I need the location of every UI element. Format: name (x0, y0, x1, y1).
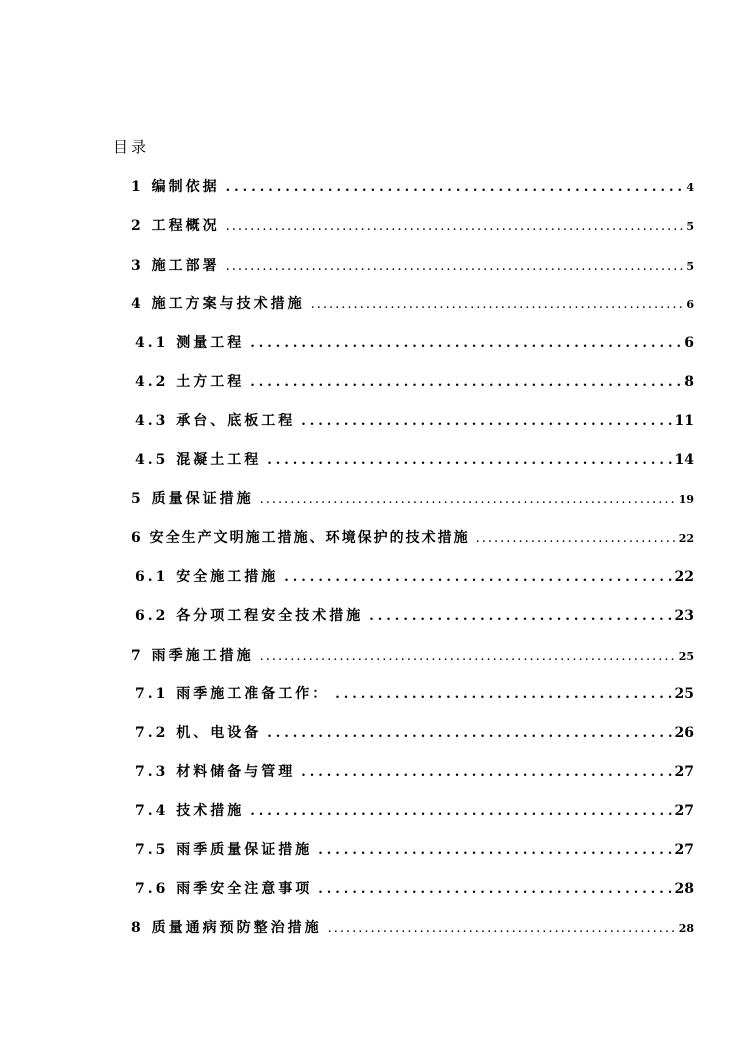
toc-entry-label: 7.6 雨季安全注意事项 (135, 881, 313, 897)
toc-entry-label: 7.1 雨季施工准备工作： (135, 686, 330, 702)
toc-entry[interactable] (135, 683, 694, 705)
toc-entry-label: 4.1 测量工程 (135, 335, 245, 351)
toc-entry-page: 22 (678, 532, 694, 545)
toc-entry-label: 7.3 材料储备与管理 (135, 764, 296, 780)
toc-leader (301, 765, 672, 780)
toc-entry-page: 28 (674, 881, 694, 897)
toc-entry-label: 4.3 承台、底板工程 (135, 413, 296, 429)
toc-entry-page: 4 (686, 181, 694, 194)
toc-entry-page: 11 (674, 413, 694, 429)
toc-entry-label: 7 雨季施工措施 (131, 648, 254, 664)
toc-entry-page: 22 (674, 569, 694, 585)
toc-entry[interactable] (135, 332, 694, 354)
toc-entry-label: 4.2 土方工程 (135, 374, 245, 390)
toc-leader (318, 843, 672, 858)
toc-leader (226, 219, 685, 234)
toc-entry-label: 7.5 雨季质量保证措施 (135, 842, 313, 858)
toc-entry-label: 4 施工方案与技术措施 (131, 296, 305, 312)
toc-entry[interactable] (135, 878, 694, 900)
toc-entry-label: 3 施工部署 (131, 258, 220, 274)
toc-entry[interactable] (135, 410, 694, 432)
toc-entry[interactable] (135, 605, 694, 627)
toc-leader (301, 414, 672, 429)
toc-entry[interactable] (135, 371, 694, 393)
toc-title: 目录 (113, 138, 150, 156)
toc-entry-page: 27 (674, 842, 694, 858)
toc-entry-page: 27 (674, 764, 694, 780)
toc-entry[interactable] (131, 645, 694, 667)
toc-leader (250, 336, 682, 351)
toc-entry-label: 5 质量保证措施 (131, 491, 254, 507)
toc-entry[interactable] (131, 917, 694, 939)
toc-leader (311, 297, 685, 312)
toc-entry-label: 7.4 技术措施 (135, 803, 245, 819)
toc-entry-label: 2 工程概况 (131, 218, 220, 234)
toc-entry[interactable] (135, 839, 694, 861)
toc-entry[interactable] (131, 255, 694, 277)
toc-entry[interactable] (131, 176, 694, 198)
toc-entry-page: 6 (686, 298, 694, 311)
toc-entry[interactable] (135, 761, 694, 783)
toc-entry-page: 14 (674, 452, 694, 468)
toc-entry[interactable] (135, 566, 694, 588)
toc-leader (250, 375, 682, 390)
toc-entry[interactable] (131, 215, 694, 237)
toc-entry-page: 28 (678, 922, 694, 935)
toc-leader (260, 492, 677, 507)
toc-leader (226, 180, 685, 195)
toc-entry-page: 5 (686, 260, 694, 273)
toc-entry-page: 19 (678, 493, 694, 506)
toc-entry-page: 6 (684, 335, 694, 351)
toc-leader (267, 453, 672, 468)
toc-leader (318, 882, 672, 897)
toc-entry-label: 6.1 安全施工措施 (135, 569, 279, 585)
toc-entry[interactable] (135, 800, 694, 822)
toc-entry-page: 25 (678, 650, 694, 663)
toc-entry-label: 6.2 各分项工程安全技术措施 (135, 608, 364, 624)
toc-entry-page: 5 (686, 220, 694, 233)
toc-entry-label: 8 质量通病预防整治措施 (131, 920, 322, 936)
toc-leader (284, 570, 672, 585)
toc-leader (328, 921, 677, 936)
toc-entry-page: 25 (674, 686, 694, 702)
toc-entry-page: 23 (674, 608, 694, 624)
toc-entry-label: 4.5 混凝土工程 (135, 452, 262, 468)
toc-leader (226, 259, 685, 274)
toc-entry-page: 26 (674, 725, 694, 741)
toc-entry-label: 6 安全生产文明施工措施、环境保护的技术措施 (131, 530, 470, 546)
toc-entry[interactable] (131, 527, 694, 549)
toc-leader (335, 687, 672, 702)
toc-leader (250, 804, 672, 819)
toc-leader (369, 609, 672, 624)
toc-leader (476, 531, 677, 546)
toc-entry[interactable] (135, 722, 694, 744)
toc-entry[interactable] (131, 293, 694, 315)
toc-entry-label: 1 编制依据 (131, 179, 220, 195)
toc-entry-label: 7.2 机、电设备 (135, 725, 262, 741)
toc-entry[interactable] (131, 488, 694, 510)
toc-leader (267, 726, 672, 741)
toc-entry-page: 8 (684, 374, 694, 390)
toc-entry-page: 27 (674, 803, 694, 819)
toc-leader (260, 649, 677, 664)
toc-entry[interactable] (135, 449, 694, 471)
